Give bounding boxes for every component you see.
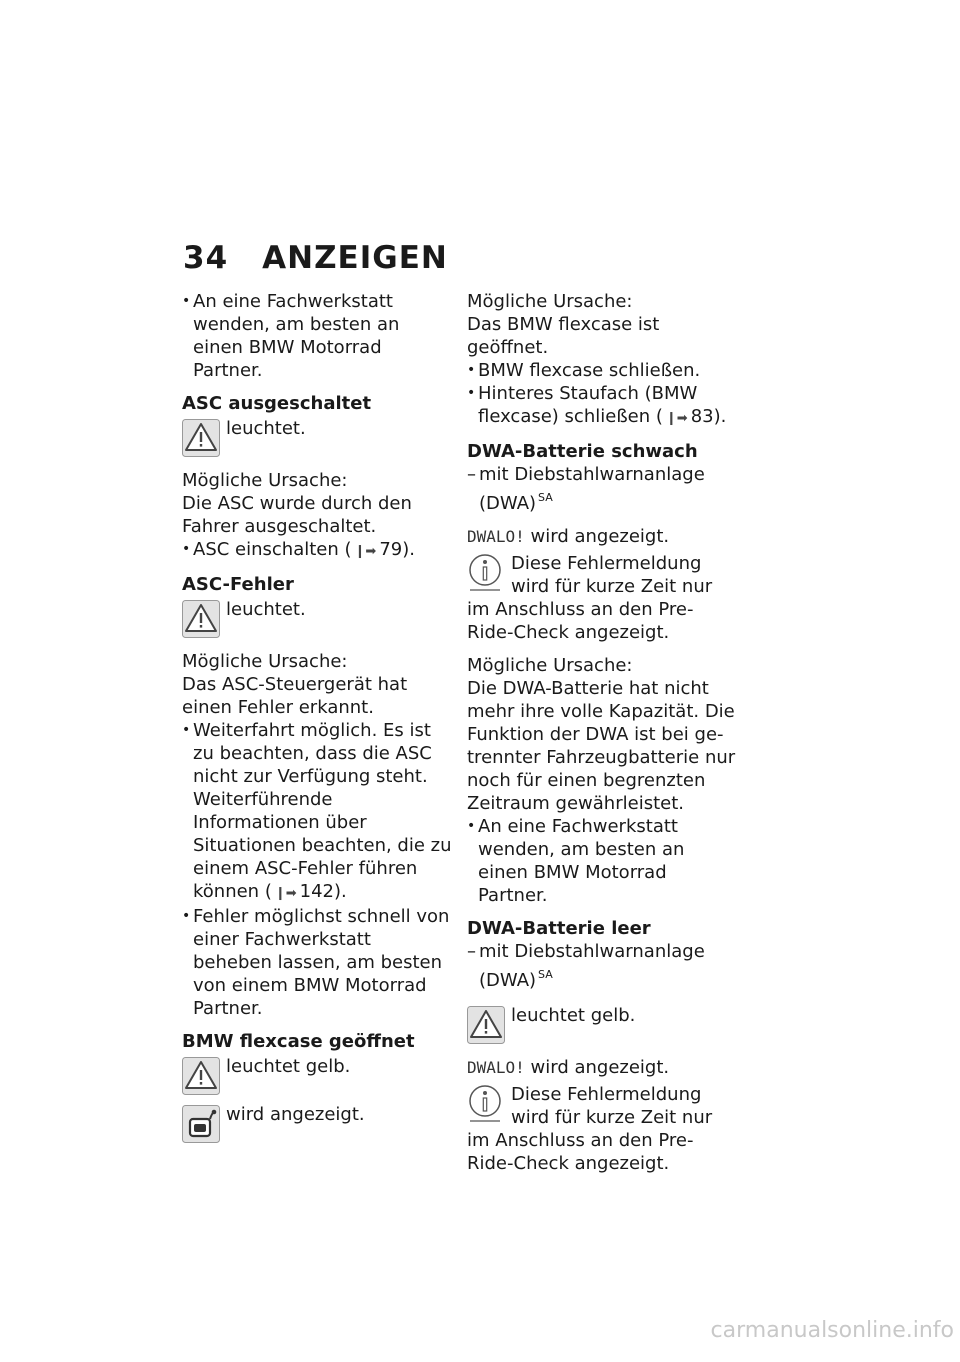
- asc-fault-heading: ASC-Fehler: [182, 574, 294, 595]
- intro-bullet: • An eine Fachwerkstatt wenden, am besten an einen BMW Motorrad Partner.: [182, 290, 452, 382]
- left-column: [182, 290, 452, 1145]
- dwa-empty-info-text: Diese Fehlermeldung wird für kurze Zeit nur im Anschluss an den Pre-Ride-Check angezeigt.: [467, 1084, 713, 1174]
- flexcase-cause-label: Mögliche Ursache:: [467, 291, 633, 312]
- page-number: 34: [183, 240, 229, 276]
- warning-triangle-icon: [467, 1006, 505, 1044]
- dwa-weak-info-text: Diese Fehlermeldung wird für kurze Zeit nur im Anschluss an den Pre-Ride-Check angezeigt.: [467, 553, 713, 643]
- dwa-weak-heading: DWA-Batterie schwach: [467, 441, 698, 462]
- right-column: [467, 290, 739, 1175]
- warning-triangle-icon: [182, 1057, 220, 1095]
- flexcase-heading: BMW flexcase geöffnet: [182, 1031, 415, 1052]
- asc-fault-lamp-text: leuchtet.: [226, 599, 306, 620]
- asc-off-cause-label: Mögliche Ursache:: [182, 470, 348, 491]
- flexcase-bullet-2-ref[interactable]: 83).: [690, 406, 727, 427]
- dwa-weak-info: [467, 552, 739, 644]
- dwa-empty-heading: DWA-Batterie leer: [467, 918, 651, 939]
- reference-arrow-icon: ❙➡: [665, 411, 688, 426]
- asc-off-action: [182, 538, 452, 563]
- flexcase-lamp-text: leuchtet gelb.: [226, 1056, 351, 1077]
- asc-off-action-ref[interactable]: 79).: [379, 539, 415, 560]
- flexcase-lamp-row: [182, 1055, 452, 1097]
- flexcase-bullet-2-text: Hinteres Staufach (BMW flexcase) schließen (: [478, 383, 698, 427]
- dwa-empty-display: [467, 1056, 739, 1079]
- flexcase-symbol-text: wird angezeigt.: [226, 1104, 365, 1125]
- asc-off-lamp-row: [182, 417, 452, 459]
- display-text: wird angezeigt.: [524, 1057, 670, 1078]
- flexcase-bullet-2: [467, 382, 739, 430]
- asc-fault-bullet-1-ref[interactable]: 142).: [299, 881, 347, 902]
- dwa-weak-cause-label: Mögliche Ursache:: [467, 655, 633, 676]
- display-code: DWALO!: [467, 527, 525, 546]
- asc-fault-bullet-1-text: Weiterfahrt möglich. Es ist zu beachten, dass die ASC nicht zur Verfügung steht. Weiterführende Informationen über Situationen beachten, die zu einem ASC-Fehler führen können (: [193, 720, 452, 902]
- reference-arrow-icon: ❙➡: [354, 544, 377, 559]
- flexcase-icon: [182, 1105, 220, 1143]
- dwa-empty-option-text: mit Diebstahlwarnanlage (DWA): [479, 941, 705, 991]
- dwa-weak-option: [467, 463, 739, 515]
- page-header: [183, 240, 448, 276]
- display-text: wird angezeigt.: [524, 526, 670, 547]
- dwa-empty-lamp-text: leuchtet gelb.: [511, 1005, 636, 1026]
- flexcase-symbol-row: [182, 1103, 452, 1145]
- asc-off-action-text: ASC einschalten (: [193, 539, 352, 560]
- dwa-empty-option: [467, 940, 739, 992]
- asc-off-cause: Die ASC wurde durch den Fahrer ausgeschaltet.: [182, 493, 412, 537]
- warning-triangle-icon: [182, 600, 220, 638]
- display-code: DWALO!: [467, 1058, 525, 1077]
- reference-arrow-icon: ❙➡: [274, 886, 297, 901]
- info-icon: [467, 552, 503, 592]
- dwa-weak-cause: Die DWA-Batterie hat nicht mehr ihre volle Kapazität. Die Funktion der DWA ist bei getrennter Fahrzeugbatterie nur noch für einen begrenzten Zeitraum gewährleistet.: [467, 678, 736, 814]
- asc-fault-cause: Das ASC-Steuergerät hat einen Fehler erkannt.: [182, 674, 408, 718]
- dwa-empty-info: [467, 1083, 739, 1175]
- watermark: carmanualsonline.info: [710, 1318, 954, 1343]
- chapter-title: ANZEIGEN: [262, 240, 448, 276]
- asc-fault-lamp-row: [182, 598, 452, 640]
- dwa-empty-lamp-row: [467, 1004, 739, 1046]
- flexcase-bullet-1: • BMW flexcase schließen.: [467, 359, 739, 382]
- asc-fault-cause-label: Mögliche Ursache:: [182, 651, 348, 672]
- asc-fault-bullet-1: [182, 719, 452, 905]
- dwa-weak-option-text: mit Diebstahlwarnanlage (DWA): [479, 464, 705, 514]
- sa-badge: SA: [538, 968, 553, 981]
- dwa-weak-display: [467, 525, 739, 548]
- asc-fault-bullet-2: • Fehler möglichst schnell von einer Fachwerkstatt beheben lassen, am besten von einem BMW Motorrad Partner.: [182, 905, 452, 1020]
- flexcase-cause: Das BMW flexcase ist geöffnet.: [467, 314, 660, 358]
- info-icon: [467, 1083, 503, 1123]
- warning-triangle-icon: [182, 419, 220, 457]
- sa-badge: SA: [538, 491, 553, 504]
- asc-off-lamp-text: leuchtet.: [226, 418, 306, 439]
- asc-off-heading: ASC ausgeschaltet: [182, 393, 372, 414]
- dwa-weak-bullet: • An eine Fachwerkstatt wenden, am besten an einen BMW Motorrad Partner.: [467, 815, 739, 907]
